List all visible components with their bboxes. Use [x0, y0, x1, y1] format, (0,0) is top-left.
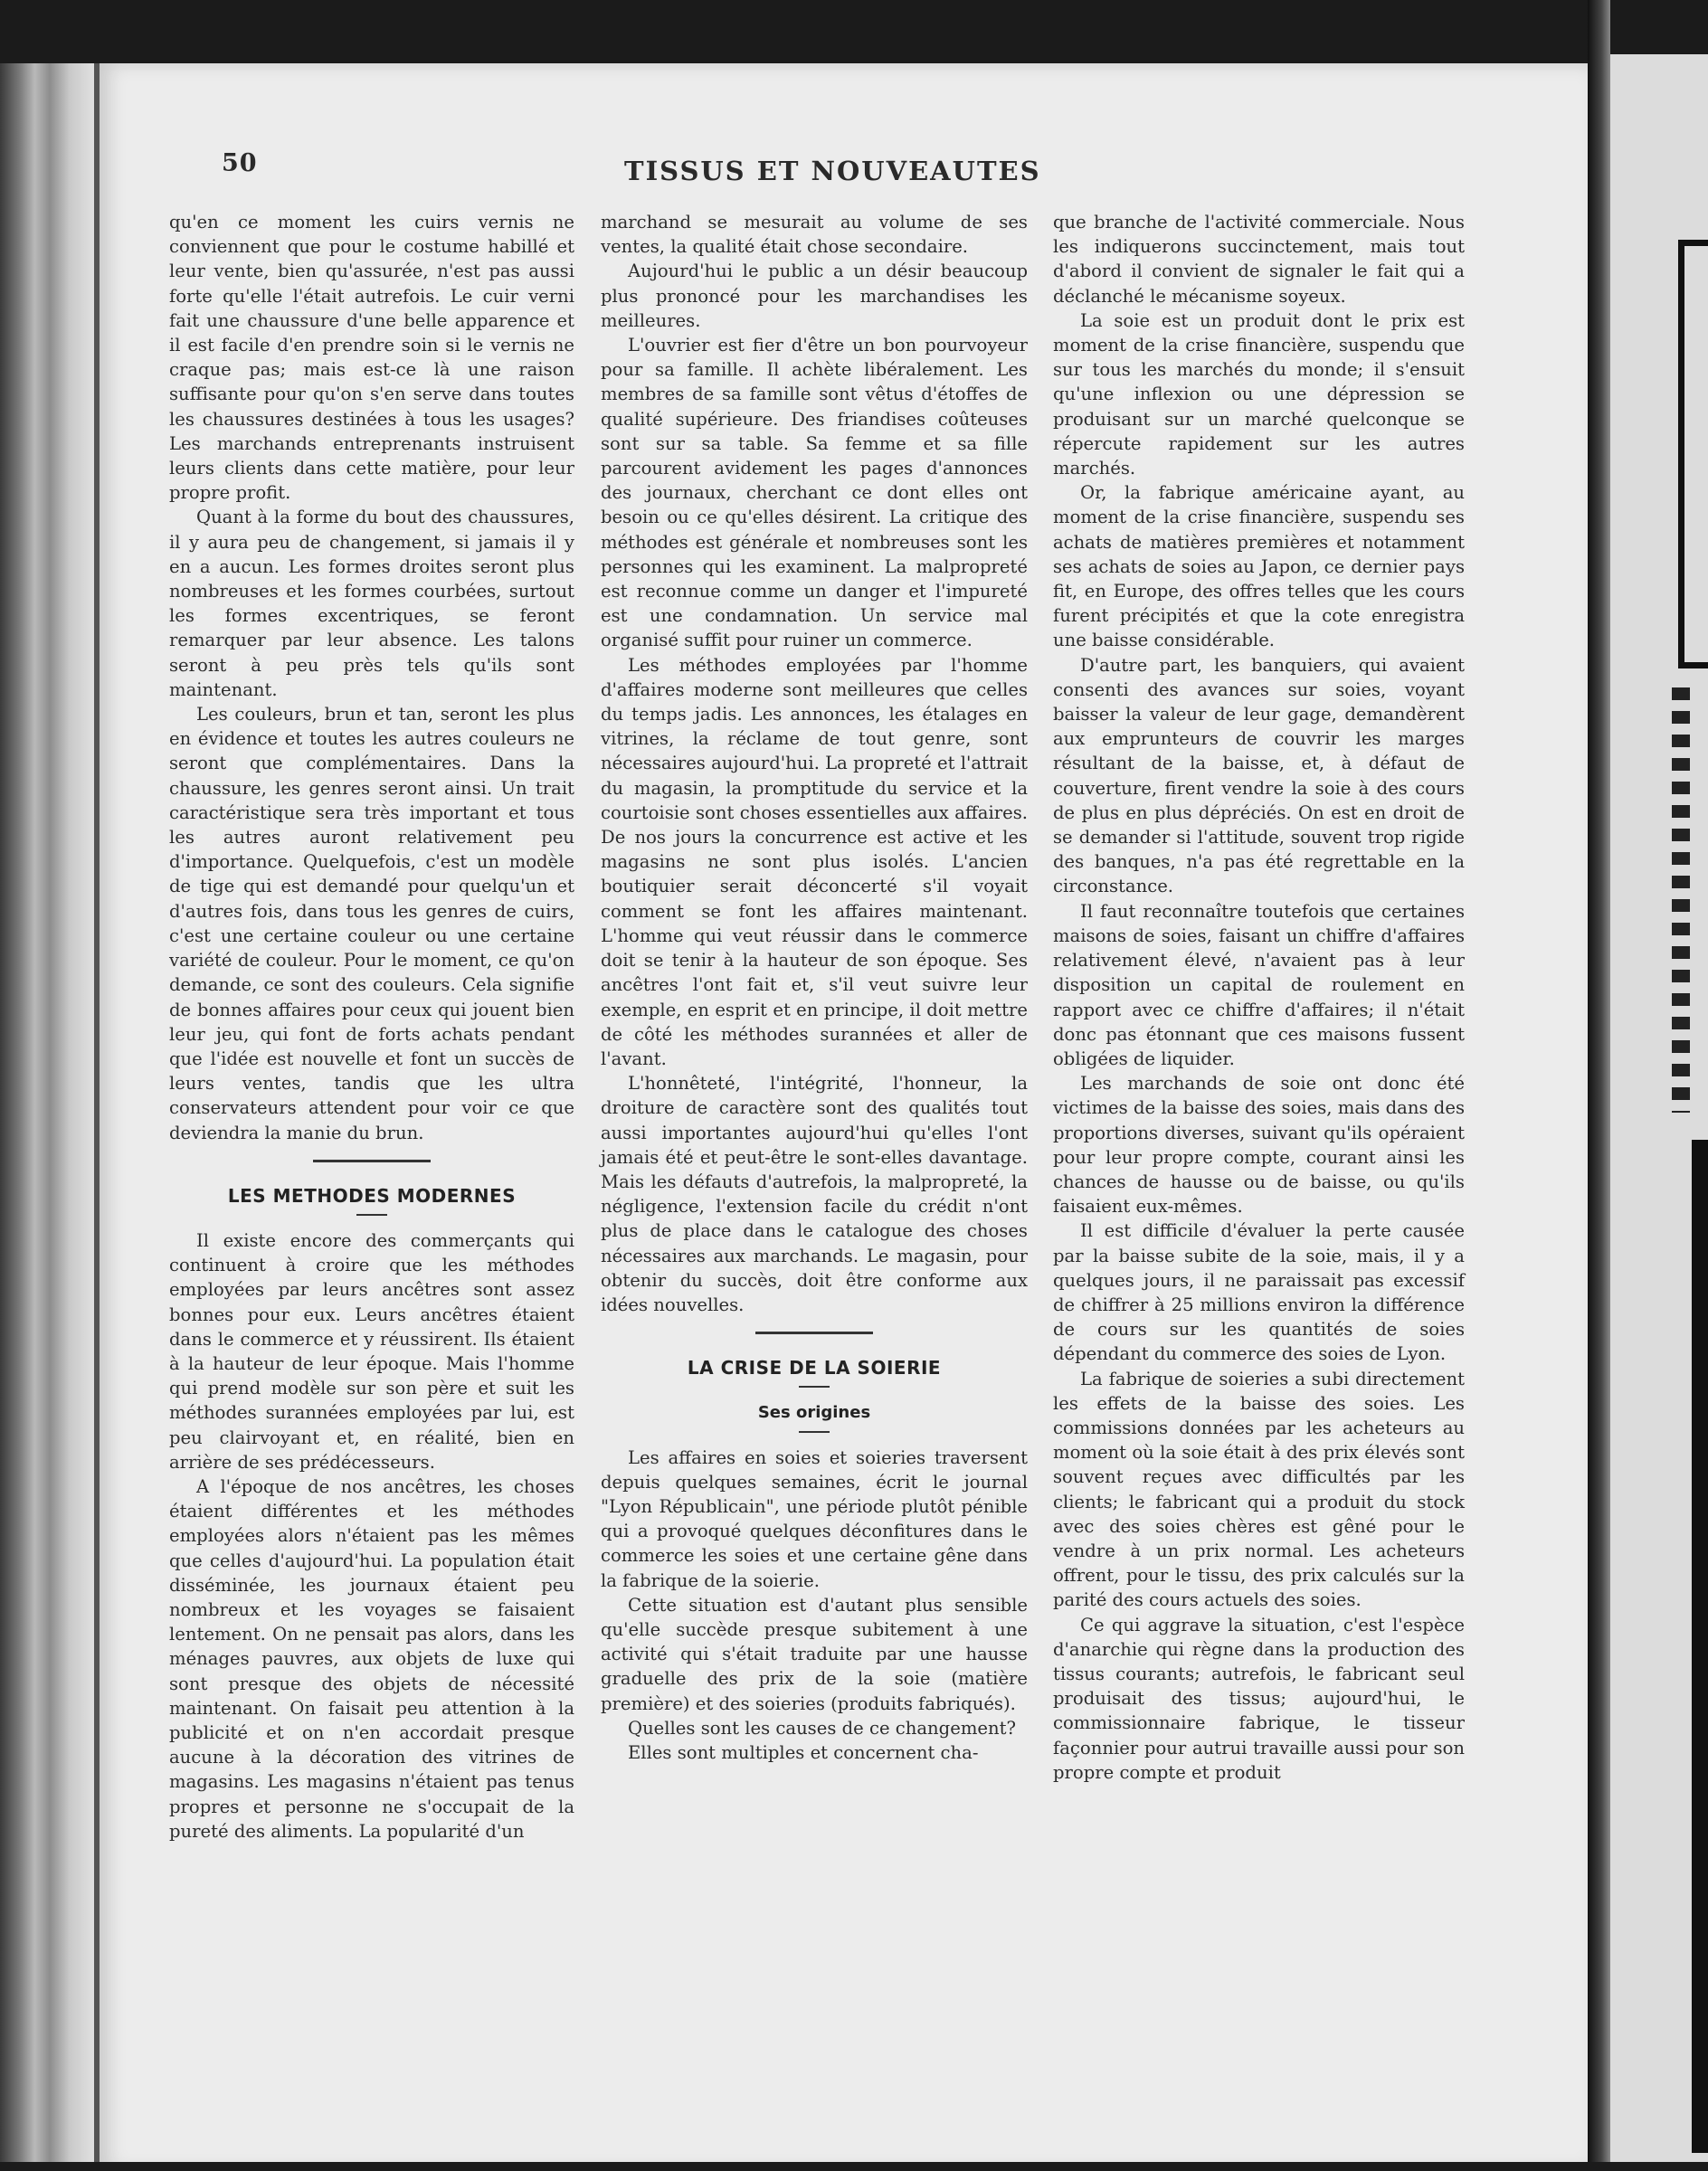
paragraph: Elles sont multiples et concernent cha- [628, 1741, 979, 1763]
paragraph: La soie est un produit dont le prix est moment de la crise financière, suspendu que sur tous les marchés du monde; il s'ensuit qu'une inflexion ou une dépression se produisant sur un marché quelconque se répercute rapidement sur les autres marchés. [1053, 309, 1465, 479]
paragraph: L'ouvrier est fier d'être un bon pourvoyeur pour sa famille. Il achète libéralement. Les membres de sa famille sont vêtus d'étoffes de qualité supérieure. Des friandises coûteuses sont sur sa table. Sa femme et sa fille parcourent avidement les pages d'annonces des journaux, cherchant ce dont elles ont besoin ou ce qu'elles désirent. La critique des méthodes est générale et nombreuses sont les personnes qui les examinent. La malpropreté est reconnue comme un danger et l'impureté est une condamnation. Un service mal organisé suffit pour ruiner un commerce. [601, 335, 1028, 651]
subheading-underline [799, 1431, 830, 1433]
paragraph: Les couleurs, brun et tan, seront les plus en évidence et toutes les autres couleurs ne seront que complémentaires. Dans la chaussure, les genres seront ainsi. Un trait caractéristique sera très important et tous les autres auront relativement peu d'importance. Quelquefois, c'est un modèle de tige qui est demandé pour quelqu'un et d'autres fois, dans tous les genres de cuirs, c'est une certaine couleur ou une certaine variété de couleur. Pour le moment, ce qu'on demande, ce sont des couleurs. Cela signifie de bonnes affaires pour ceux qui jouent bien leur jeu, qui font de forts achats pendant que l'idée est nouvelle et font un succès de leurs ventes, tandis que les ultra conservateurs attendent pour voir ce que deviendra la manie du brun. [169, 704, 574, 1143]
paragraph: L'honnêteté, l'intégrité, l'honneur, la droiture de caractère sont des qualités tout aussi importantes aujourd'hui qu'elles l'ont jamais été et peut-être le sont-elles davantage. Mais les défauts d'autrefois, la malpropreté, la négligence, l'extension facile du crédit n'ont plus de place dans le catalogue des choses nécessaires aux marchands. Le magasin, pour obtenir du succès, doit être conforme aux idées nouvelles. [601, 1073, 1028, 1315]
facing-page-border-frame [1678, 240, 1708, 668]
paragraph: Quelles sont les causes de ce changement? [628, 1717, 1016, 1739]
section-heading: LA CRISE DE LA SOIERIE [687, 1357, 942, 1379]
facing-page-decorative-band [1672, 687, 1690, 1113]
scan-bottom-border [0, 2162, 1708, 2171]
column-2 [601, 210, 1028, 1765]
section-subheading: Ses origines [757, 1403, 871, 1423]
paragraph: La fabrique de soieries a subi directement les effets de la baisse des soies. Les commissions données par les acheteurs au moment où la soie était à des prix élevés sont souvent reçues avec difficultés par les clients; le fabricant qui a produit du stock avec des soies chères est gêné pour le vendre à un prix normal. Les acheteurs offrent, pour le tissu, des prix calculés sur la parité des cours actuels des soies. [1053, 1368, 1465, 1611]
column-3 [1053, 210, 1465, 1785]
paragraph: Or, la fabrique américaine ayant, au moment de la crise financière, suspendu ses achats de matières premières et notamment ses achats de soies au Japon, ce dernier pays fit, en Europe, des offres telles que les cours furent précipités et que la cote enregistra une baisse considérable. [1053, 482, 1465, 651]
facing-page-border-bar [1692, 1140, 1708, 2153]
paragraph: Il existe encore des commerçants qui continuent à croire que les méthodes employées par leurs ancêtres sont assez bonnes pour eux. Leurs ancêtres étaient dans le commerce et y réussirent. Ils étaient à la hauteur de leur époque. Mais l'homme qui prend modèle sur son père et suit les méthodes surannées employées par lui, est peu clairvoyant et, en réalité, bien en arrière de ses prédécesseurs. [169, 1229, 574, 1473]
scan-top-border [0, 0, 1708, 65]
paragraph: D'autre part, les banquiers, qui avaient consenti des avances sur soies, voyant baisser la valeur de leur gage, demandèrent aux emprunteurs de couvrir les marges résultant de la baisse, et, à défaut de couverture, firent vendre la soie à des cours de plus en plus dépréciés. On est en droit de se demander si l'attitude, souvent trop rigide des banques, n'a pas été regrettable en la circonstance. [1053, 654, 1465, 897]
column-1 [169, 210, 574, 1844]
paragraph: Les méthodes employées par l'homme d'affaires moderne sont meilleures que celles du temps jadis. Les annonces, les étalages en vitrines, la réclame de tout genre, sont nécessaires aujourd'hui. La propreté et l'attrait du magasin, la promptitude du service et la courtoisie sont choses essentielles aux affaires. De nos jours la concurrence est active et les magasins ne sont plus isolés. L'ancien boutiquier serait déconcerté s'il voyait comment se font les affaires maintenant. L'homme qui veut réussir dans le commerce doit se tenir à la hauteur de son époque. Ses ancêtres l'ont fait et, s'il veut suivre leur exemple, en esprit et en principe, il doit mettre de côté les méthodes surannées et aller de l'avant. [601, 654, 1028, 1069]
running-title: TISSUS ET NOUVEAUTES [624, 156, 1041, 186]
paragraph: Il est difficile d'évaluer la perte causée par la baisse subite de la soie, mais, il y a quelques jours, il ne paraissait pas excessif de chiffrer à 25 millions environ la différence de cours sur les quantités de soies dépendant du commerce des soies de Lyon. [1053, 1220, 1465, 1365]
heading-underline [799, 1386, 830, 1388]
section-heading: LES METHODES MODERNES [227, 1184, 517, 1207]
paragraph: Aujourd'hui le public a un désir beaucoup plus prononcé pour les marchandises les meilleures. [601, 261, 1028, 331]
paragraph: qu'en ce moment les cuirs vernis ne conviennent que pour le costume habillé et leur vente, bien qu'assurée, n'est pas aussi forte qu'elle l'était autrefois. Le cuir verni fait une chaussure d'une belle apparence et il est facile d'en prendre soin si le vernis ne craque pas; mais est-ce là une raison suffisante pour qu'on s'en serve dans toutes les chaussures destinées à tous les usages? Les marchands entreprenants instruisent leurs clients dans cette matière, pour leur propre profit. [169, 212, 574, 504]
section-divider [313, 1160, 431, 1162]
section-divider [755, 1332, 873, 1334]
paragraph: Cette situation est d'autant plus sensible qu'elle succède presque subitement à une activité qui s'était traduite par une hausse graduelle des prix de la soie (matière première) et des soieries (produits fabriqués). [601, 1594, 1028, 1714]
paragraph: Les affaires en soies et soieries traversent depuis quelques semaines, écrit le journal "Lyon Républicain", une période plutôt pénible qui a provoqué quelques déconfitures dans le commerce les soies et une certaine gêne dans la fabrique de la soierie. [601, 1446, 1028, 1591]
paragraph: que branche de l'activité commerciale. Nous les indiquerons succinctement, mais tout d'abord il convient de signaler le fait qui a déclanché le mécanisme soyeux. [1053, 212, 1465, 307]
book-gutter [1588, 0, 1610, 2171]
paragraph: Il faut reconnaître toutefois que certaines maisons de soies, faisant un chiffre d'affaires relativement élevé, n'avaient pas à leur disposition un capital de roulement en rapport avec ce chiffre d'affaires; il n'était donc pas étonnant que ces maisons fussent obligées de liquider. [1053, 900, 1465, 1069]
heading-underline [356, 1214, 387, 1216]
paragraph: A l'époque de nos ancêtres, les choses étaient différentes et les méthodes employées alors n'étaient pas les mêmes que celles d'aujourd'hui. La population était disséminée, les journaux étaient peu nombreux et les voyages se faisaient lentement. On ne pensait pas alors, dans les ménages pauvres, aux objets de luxe qui sont presque des objets de nécessité maintenant. On faisait peu attention à la publicité et on n'en accordait presque aucune à la décoration des vitrines de magasins. Les magasins n'étaient pas tenus propres et personne ne s'occupait de la pureté des aliments. La popularité d'un [169, 1475, 574, 1842]
paragraph: Les marchands de soie ont donc été victimes de la baisse des soies, mais dans des proportions diverses, suivant qu'ils opéraient pour leur propre compte, courant ainsi les chances de hausse ou de baisse, ou qu'ils faisaient eux-mêmes. [1053, 1073, 1465, 1218]
page-number: 50 [222, 149, 258, 177]
book-page-edges [0, 63, 100, 2171]
paragraph: marchand se mesurait au volume de ses ventes, la qualité était chose secondaire. [601, 212, 1028, 258]
paragraph: Ce qui aggrave la situation, c'est l'espèce d'anarchie qui règne dans la production des tissus courants; autrefois, le fabricant seul produisait des tissus; aujourd'hui, le commissionnaire fabrique, le tisseur façonnier pour autrui travaille aussi pour son propre compte et produit [1053, 1614, 1465, 1783]
paragraph: Quant à la forme du bout des chaussures, il y aura peu de changement, si jamais il y en a aucun. Les formes droites seront plus nombreuses et les formes courbées, surtout les formes excentriques, se feront remarquer par leur absence. Les talons seront à peu près tels qu'ils sont maintenant. [169, 507, 574, 700]
